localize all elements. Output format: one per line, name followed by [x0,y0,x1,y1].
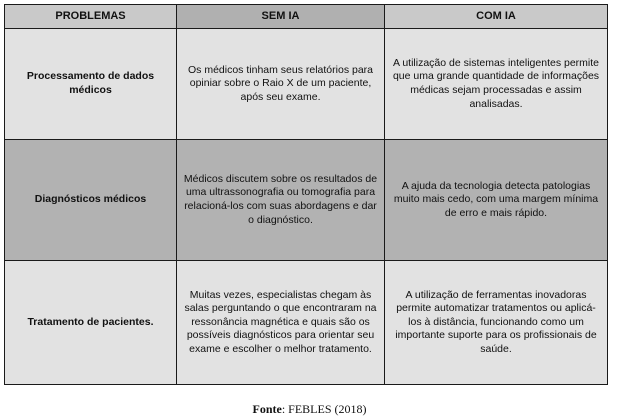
without-ai-cell: Os médicos tinham seus relatórios para opiniar sobre o Raio X de um paciente, após seu exame. [177,29,385,140]
header-row [5,5,608,29]
table-row [5,261,608,385]
table-row [5,29,608,140]
source-text: : FEBLES (2018) [281,402,367,416]
with-ai-cell: A utilização de sistemas inteligentes permite que uma grande quantidade de informações médicas sejam processadas e assim analisadas. [385,29,608,140]
table-row [5,139,608,261]
source-caption [0,402,619,417]
problem-cell: Tratamento de pacientes. [5,261,177,385]
comparison-table [4,4,608,385]
problem-cell: Diagnósticos médicos [5,139,177,261]
with-ai-cell: A ajuda da tecnologia detecta patologias muito mais cedo, com uma margem mínima de erro e mais rápido. [385,139,608,261]
source-label: Fonte [252,402,282,416]
without-ai-cell: Médicos discutem sobre os resultados de uma ultrassonografia ou tomografia para relacioná-los com suas abordagens e dar o diagnóstico. [177,139,385,261]
header-problems: PROBLEMAS [5,5,177,29]
problem-cell: Processamento de dados médicos [5,29,177,140]
with-ai-cell: A utilização de ferramentas inovadoras permite automatizar tratamentos ou aplicá-los à distância, funcionando como um importante suporte para os profissionais de saúde. [385,261,608,385]
header-without-ai: SEM IA [177,5,385,29]
without-ai-cell: Muitas vezes, especialistas chegam às salas perguntando o que encontraram na ressonância magnética e quais são os possíveis diagnósticos para orientar seu exame e escolher o melhor tratamento. [177,261,385,385]
header-with-ai: COM IA [385,5,608,29]
